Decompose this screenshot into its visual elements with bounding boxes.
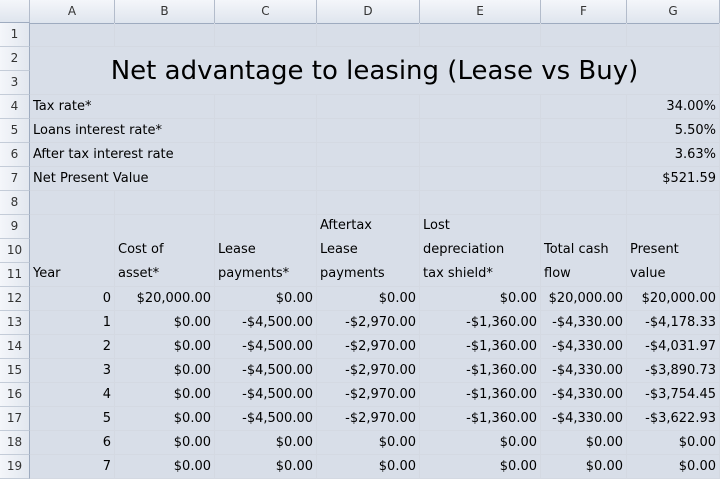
row-header-11[interactable]: 11 [0, 263, 30, 287]
table-cell[interactable]: $0.00 [627, 455, 720, 479]
table-cell[interactable]: $0.00 [420, 287, 541, 311]
empty-cell[interactable] [541, 119, 627, 143]
sheet-title[interactable]: Net advantage to leasing (Lease vs Buy) [30, 47, 720, 95]
table-cell[interactable]: -$1,360.00 [420, 335, 541, 359]
row-header-5[interactable]: 5 [0, 119, 30, 143]
empty-cell[interactable] [420, 167, 541, 191]
header-line: payments* [218, 266, 290, 281]
empty-cell[interactable] [115, 191, 215, 215]
table-cell[interactable]: -$4,500.00 [215, 335, 317, 359]
row-header-18[interactable]: 18 [0, 431, 30, 455]
table-cell[interactable]: 4 [30, 383, 115, 407]
table-column-header[interactable] [215, 215, 317, 287]
table-cell[interactable]: -$1,360.00 [420, 311, 541, 335]
table-cell[interactable]: 0 [30, 287, 115, 311]
table-column-header[interactable] [317, 215, 420, 287]
header-line: Lease [320, 242, 358, 257]
input-label[interactable]: Net Present Value [30, 167, 215, 191]
column-header-b[interactable]: B [115, 0, 215, 24]
table-column-header[interactable] [627, 215, 720, 287]
header-line: Present [630, 242, 679, 257]
row-header-6[interactable]: 6 [0, 143, 30, 167]
table-column-header[interactable] [420, 215, 541, 287]
table-cell[interactable]: -$3,754.45 [627, 383, 720, 407]
empty-cell[interactable] [317, 23, 420, 47]
empty-cell[interactable] [541, 23, 627, 47]
empty-cell[interactable] [317, 167, 420, 191]
row-header-8[interactable]: 8 [0, 191, 30, 215]
table-cell[interactable]: $0.00 [420, 431, 541, 455]
header-line: tax shield* [423, 266, 493, 281]
table-cell[interactable]: -$4,500.00 [215, 407, 317, 431]
table-cell[interactable]: 6 [30, 431, 115, 455]
table-cell[interactable]: $0.00 [627, 431, 720, 455]
row-header-12[interactable]: 12 [0, 287, 30, 311]
table-cell[interactable]: $0.00 [115, 383, 215, 407]
row-header-17[interactable]: 17 [0, 407, 30, 431]
table-cell[interactable]: -$1,360.00 [420, 359, 541, 383]
empty-cell[interactable] [317, 143, 420, 167]
header-line: Lease [218, 242, 256, 257]
empty-cell[interactable] [420, 191, 541, 215]
table-cell[interactable]: $0.00 [115, 335, 215, 359]
input-value[interactable]: 5.50% [627, 119, 720, 143]
table-cell[interactable]: -$2,970.00 [317, 383, 420, 407]
table-cell[interactable]: $0.00 [115, 359, 215, 383]
row-header-10[interactable]: 10 [0, 239, 30, 263]
table-cell[interactable]: 7 [30, 455, 115, 479]
table-cell[interactable]: -$4,330.00 [541, 359, 627, 383]
table-cell[interactable]: $20,000.00 [115, 287, 215, 311]
header-line: Cost of [118, 242, 164, 257]
column-header-e[interactable]: E [420, 0, 541, 24]
table-cell[interactable]: $0.00 [215, 455, 317, 479]
table-cell[interactable]: 3 [30, 359, 115, 383]
table-cell[interactable]: -$3,890.73 [627, 359, 720, 383]
table-cell[interactable]: -$4,500.00 [215, 311, 317, 335]
table-cell[interactable]: -$4,031.97 [627, 335, 720, 359]
table-column-header[interactable] [541, 215, 627, 287]
column-header-g[interactable]: G [627, 0, 720, 24]
header-line: value [630, 266, 666, 281]
empty-cell[interactable] [627, 191, 720, 215]
empty-cell[interactable] [115, 23, 215, 47]
input-label[interactable]: After tax interest rate [30, 143, 215, 167]
table-cell[interactable]: -$1,360.00 [420, 383, 541, 407]
empty-cell[interactable] [215, 23, 317, 47]
table-column-header[interactable] [115, 215, 215, 287]
table-cell[interactable]: $0.00 [215, 287, 317, 311]
empty-cell[interactable] [317, 191, 420, 215]
table-cell[interactable]: -$1,360.00 [420, 407, 541, 431]
row-header-7[interactable]: 7 [0, 167, 30, 191]
table-cell[interactable]: -$4,330.00 [541, 383, 627, 407]
row-header-4[interactable]: 4 [0, 95, 30, 119]
empty-cell[interactable] [420, 119, 541, 143]
row-header-15[interactable]: 15 [0, 359, 30, 383]
column-header-f[interactable]: F [541, 0, 627, 24]
header-line: Year [33, 266, 61, 281]
row-header-14[interactable]: 14 [0, 335, 30, 359]
header-line: flow [544, 266, 571, 281]
table-cell[interactable]: $0.00 [541, 431, 627, 455]
table-cell[interactable]: 5 [30, 407, 115, 431]
header-line: asset* [118, 266, 160, 281]
header-line: payments [320, 266, 385, 281]
row-header-19[interactable]: 19 [0, 455, 30, 479]
column-header-c[interactable]: C [215, 0, 317, 24]
empty-cell[interactable] [541, 167, 627, 191]
empty-cell[interactable] [420, 23, 541, 47]
empty-cell[interactable] [420, 143, 541, 167]
table-cell[interactable]: $0.00 [420, 455, 541, 479]
row-header-3[interactable]: 3 [0, 71, 30, 95]
input-label[interactable]: Loans interest rate* [30, 119, 215, 143]
table-cell[interactable]: $0.00 [317, 431, 420, 455]
row-header-13[interactable]: 13 [0, 311, 30, 335]
header-line: depreciation [423, 242, 505, 257]
row-header-9[interactable]: 9 [0, 215, 30, 239]
table-cell[interactable]: $0.00 [115, 311, 215, 335]
empty-cell[interactable] [30, 23, 115, 47]
input-value[interactable]: 3.63% [627, 143, 720, 167]
table-cell[interactable]: $0.00 [317, 287, 420, 311]
table-cell[interactable]: -$4,330.00 [541, 311, 627, 335]
empty-cell[interactable] [541, 95, 627, 119]
table-cell[interactable]: $0.00 [541, 455, 627, 479]
table-cell[interactable]: -$4,500.00 [215, 359, 317, 383]
table-cell[interactable]: $0.00 [115, 455, 215, 479]
input-value[interactable]: $521.59 [627, 167, 720, 191]
empty-cell[interactable] [541, 191, 627, 215]
table-cell[interactable]: -$2,970.00 [317, 335, 420, 359]
row-header-1[interactable]: 1 [0, 23, 30, 47]
empty-cell[interactable] [627, 23, 720, 47]
table-cell[interactable]: $0.00 [115, 431, 215, 455]
table-cell[interactable]: -$2,970.00 [317, 407, 420, 431]
empty-cell[interactable] [215, 95, 317, 119]
column-header-a[interactable]: A [30, 0, 115, 24]
table-cell[interactable]: -$3,622.93 [627, 407, 720, 431]
empty-cell[interactable] [215, 119, 317, 143]
table-cell[interactable]: -$4,330.00 [541, 407, 627, 431]
input-label[interactable]: Tax rate* [30, 95, 215, 119]
table-cell[interactable]: -$4,500.00 [215, 383, 317, 407]
table-cell[interactable]: -$4,330.00 [541, 335, 627, 359]
header-line: Aftertax [320, 218, 372, 233]
table-cell[interactable]: $0.00 [215, 431, 317, 455]
empty-cell[interactable] [215, 143, 317, 167]
empty-cell[interactable] [541, 143, 627, 167]
empty-cell[interactable] [215, 167, 317, 191]
empty-cell[interactable] [317, 119, 420, 143]
row-header-16[interactable]: 16 [0, 383, 30, 407]
header-line: Total cash [544, 242, 609, 257]
table-cell[interactable]: $20,000.00 [541, 287, 627, 311]
empty-cell[interactable] [30, 191, 115, 215]
empty-cell[interactable] [317, 95, 420, 119]
row-header-2[interactable]: 2 [0, 47, 30, 71]
table-cell[interactable]: -$4,178.33 [627, 311, 720, 335]
table-cell[interactable]: 1 [30, 311, 115, 335]
table-cell[interactable]: -$2,970.00 [317, 311, 420, 335]
table-cell[interactable]: $20,000.00 [627, 287, 720, 311]
column-header-d[interactable]: D [317, 0, 420, 24]
table-cell[interactable]: -$2,970.00 [317, 359, 420, 383]
table-cell[interactable]: $0.00 [115, 407, 215, 431]
empty-cell[interactable] [215, 191, 317, 215]
table-cell[interactable]: 2 [30, 335, 115, 359]
header-line: Lost [423, 218, 450, 233]
empty-cell[interactable] [420, 95, 541, 119]
input-value[interactable]: 34.00% [627, 95, 720, 119]
table-column-header[interactable] [30, 215, 115, 287]
select-all-corner[interactable] [0, 0, 30, 23]
table-cell[interactable]: $0.00 [317, 455, 420, 479]
